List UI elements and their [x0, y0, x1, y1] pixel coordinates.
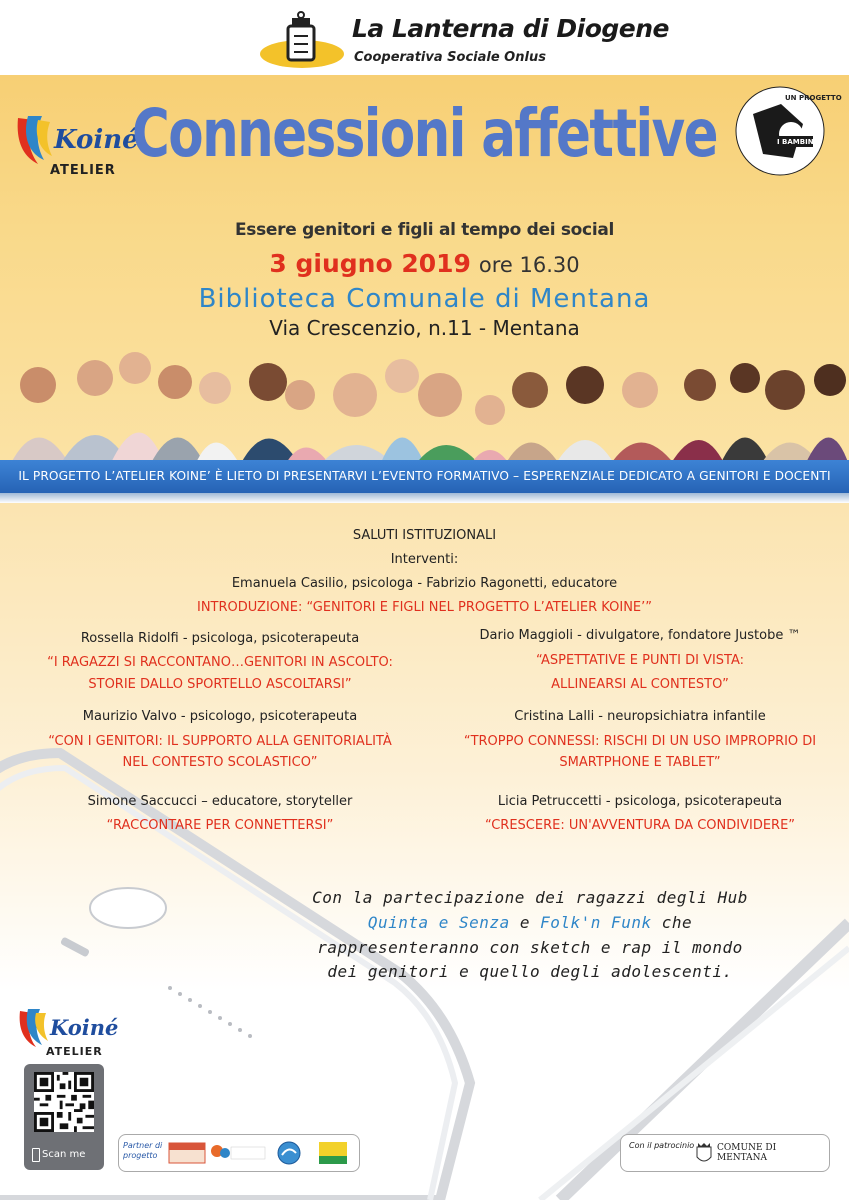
- speaker-right-2: Cristina Lalli - neuropsichiatra infantile: [514, 709, 766, 724]
- talk-right-1-line2: ALLINEARSI AL CONTESTO”: [551, 677, 729, 692]
- event-address: Via Crescenzio, n.11 - Mentana: [269, 316, 580, 340]
- koine-name: Koiné: [54, 125, 139, 155]
- partner-logos: [169, 1139, 355, 1167]
- banner-shadow: [0, 493, 849, 503]
- intro-title: INTRODUZIONE: “GENITORI E FIGLI NEL PROGETTO L’ATELIER KOINE’”: [197, 600, 652, 615]
- event-title: Connessioni affettive: [132, 95, 717, 172]
- comune-line1: COMUNE DI: [717, 1143, 777, 1153]
- intro-speakers: Emanuela Casilio, psicologa - Fabrizio Ragonetti, educatore: [231, 576, 618, 591]
- comune-line2: MENTANA: [717, 1153, 768, 1163]
- badge-line2: I BAMBINI: [777, 138, 817, 146]
- participation-and: e: [519, 913, 530, 932]
- talk-right-2-line1: “TROPPO CONNESSI: RISCHI DI UN USO IMPROPRIO DI: [463, 734, 817, 749]
- talk-right-3-line1: “CRESCERE: UN'AVVENTURA DA CONDIVIDERE”: [484, 818, 796, 833]
- badge-top-text: UN PROGETTO: [785, 94, 842, 102]
- talk-left-1-line1: “I RAGAZZI SI RACCONTANO…GENITORI IN ASCOLTO:: [47, 655, 393, 670]
- comune-name: [717, 1143, 776, 1163]
- talk-left-2-line1: “CON I GENITORI: IL SUPPORTO ALLA GENITORIALITÀ: [48, 734, 392, 749]
- patronage-box: [620, 1134, 830, 1172]
- qr-code[interactable]: [34, 1072, 94, 1132]
- scan-me-label: Scan me: [42, 1149, 86, 1160]
- koine-logo-footer: [18, 1005, 118, 1061]
- event-date: 3 giugno 2019: [269, 249, 471, 278]
- participation-che: che: [661, 913, 693, 932]
- koine-footer-tag: ATELIER: [46, 1045, 103, 1058]
- speaker-left-1: Rossella Ridolfi - psicologa, psicoterapeuta: [80, 631, 360, 646]
- partners-box: [118, 1134, 360, 1172]
- talk-left-2-line2: NEL CONTESTO SCOLASTICO”: [122, 755, 318, 770]
- speaker-left-2: Maurizio Valvo - psicologo, psicoterapeuta: [82, 709, 358, 724]
- patronage-label: Con il patrocinio: [629, 1141, 695, 1150]
- event-dateline: [0, 249, 849, 278]
- event-subtitle: Essere genitori e figli al tempo dei social: [234, 220, 615, 240]
- participation-line2: [300, 913, 760, 932]
- hub-quinta-e-senza: Quinta e Senza: [367, 913, 510, 932]
- participation-line3: rappresenteranno con sketch e rap il mondo: [317, 938, 743, 957]
- lantern-logo: [258, 10, 346, 70]
- talk-left-1-line2: STORIE DALLO SPORTELLO ASCOLTARSI”: [88, 677, 352, 692]
- con-i-bambini-badge: [733, 84, 842, 178]
- badge-line1: CON: [781, 125, 801, 134]
- participation-line1: Con la partecipazione dei ragazzi degli Hub: [312, 888, 748, 907]
- partner-label: Partner di progetto: [123, 1141, 163, 1160]
- event-venue: Biblioteca Comunale di Mentana: [198, 284, 651, 314]
- org-title: La Lanterna di Diogene: [352, 14, 669, 43]
- org-subtitle: Cooperativa Sociale Onlus: [354, 50, 546, 65]
- talk-right-1-line1: “ASPETTATIVE E PUNTI DI VISTA:: [535, 653, 745, 668]
- event-time: ore 16.30: [478, 253, 580, 277]
- comune-crest-icon: [695, 1141, 713, 1165]
- talk-left-3-line1: “RACCONTARE PER CONNETTERSI”: [106, 818, 334, 833]
- interventi-heading: Interventi:: [390, 552, 459, 567]
- families-photo: [0, 340, 849, 465]
- speaker-left-3: Simone Saccucci – educatore, storyteller: [87, 794, 353, 809]
- saluti-heading: SALUTI ISTITUZIONALI: [352, 528, 497, 543]
- intro-banner: IL PROGETTO L’ATELIER KOINE’ È LIETO DI PRESENTARVI L’EVENTO FORMATIVO – ESPERENZIALE DEDICATO A GENITORI E DOCENTI: [0, 460, 849, 493]
- koine-footer-name: Koiné: [50, 1015, 119, 1040]
- speaker-right-3: Licia Petruccetti - psicologa, psicoterapeuta: [497, 794, 783, 809]
- speaker-right-1: Dario Maggioli - divulgatore, fondatore Justobe ™: [479, 628, 801, 643]
- koine-tag: ATELIER: [50, 163, 116, 178]
- phone-icon: [32, 1148, 40, 1162]
- talk-right-2-line2: SMARTPHONE E TABLET”: [559, 755, 721, 770]
- qr-code-panel[interactable]: [24, 1064, 104, 1170]
- participation-line4: dei genitori e quello degli adolescenti.: [327, 962, 733, 981]
- hub-folk-n-funk: Folk'n Funk: [540, 913, 652, 932]
